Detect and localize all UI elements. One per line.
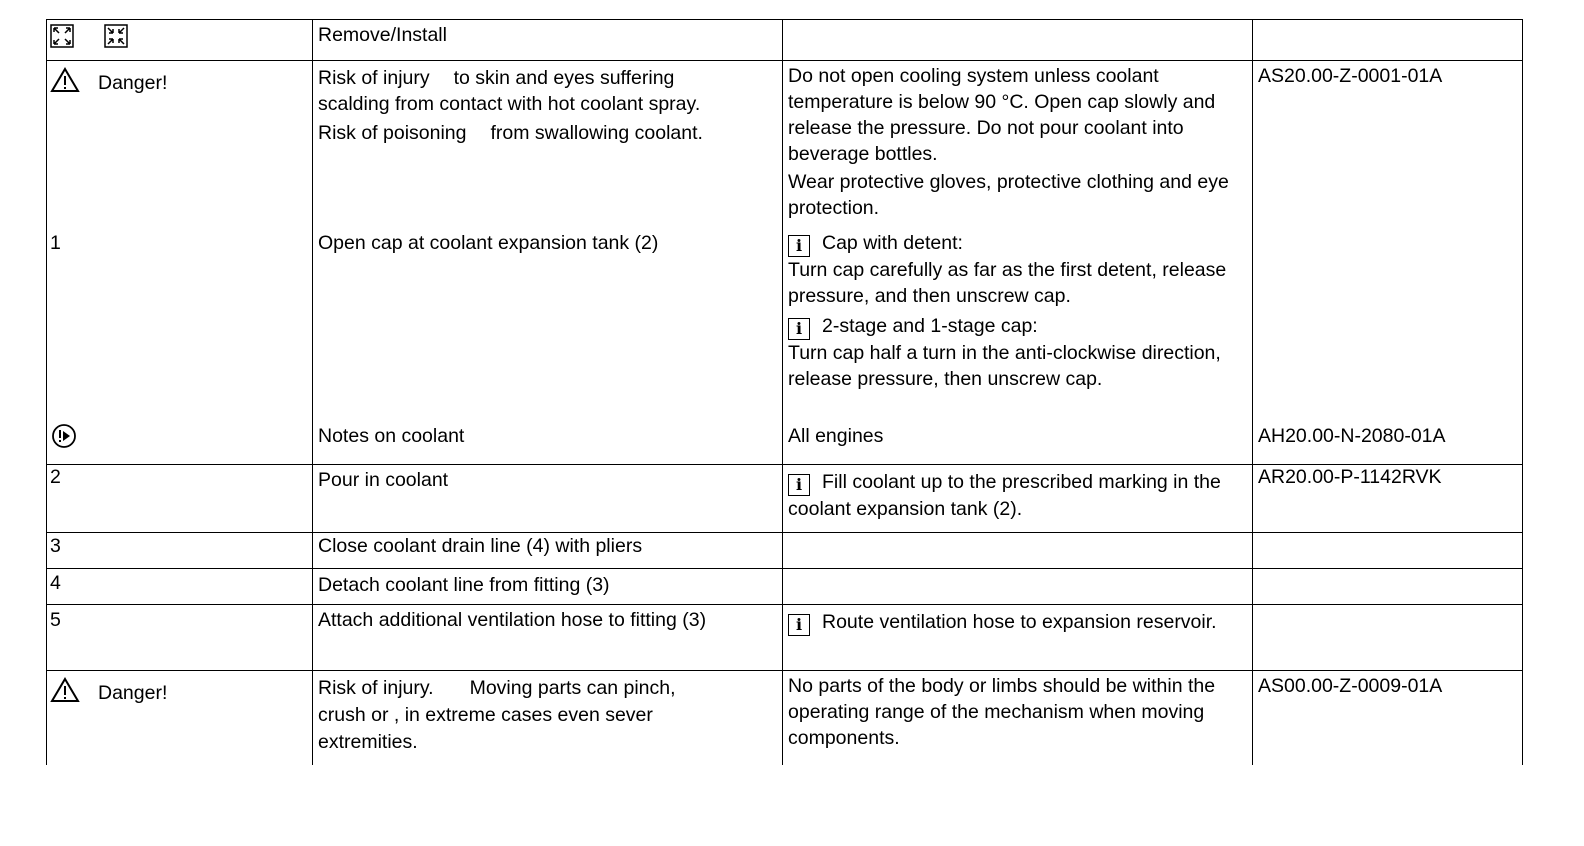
row-divider (46, 670, 1523, 671)
step-info (788, 609, 1248, 636)
note-reference-icon (51, 423, 77, 449)
warning-triangle-icon (50, 677, 80, 703)
risk-text: crush or , in extreme cases even sever (318, 704, 653, 726)
remove-icon (50, 24, 74, 48)
danger-note (788, 63, 1248, 221)
column-divider (312, 19, 313, 765)
note-text: Do not open cooling system unless coolant temperature is below 90 °C. Open cap slowly and release the pressure. Do not pour coolant into beverage bottles. (788, 65, 1216, 165)
risk-text: from swallowing coolant. (490, 122, 703, 144)
row-divider (46, 19, 1523, 20)
info-icon: i (788, 614, 810, 636)
document-reference[interactable]: AS00.00-Z-0009-01A (1258, 675, 1443, 697)
warning-triangle-icon (50, 67, 80, 93)
column-divider (1252, 19, 1253, 765)
row-divider (46, 604, 1523, 605)
step-number: 2 (50, 466, 61, 488)
step-info (788, 469, 1248, 522)
danger-label (50, 67, 167, 96)
info-text: Turn cap carefully as far as the first detent, release pressure, and then unscrew cap. (788, 259, 1227, 307)
install-icon (104, 24, 128, 48)
risk-text: to skin and eyes suffering (453, 67, 675, 89)
note-text: All engines (788, 425, 884, 447)
risk-text: Moving parts can pinch, (469, 677, 676, 699)
info-text: Fill coolant up to the prescribed marking in the coolant expansion tank (2). (788, 471, 1221, 520)
step-number: 5 (50, 609, 61, 631)
step-instruction: Pour in coolant (318, 469, 449, 491)
risk-text: scalding from contact with hot coolant spray. (318, 93, 701, 115)
step-number: 3 (50, 535, 61, 557)
danger-text: Danger! (98, 72, 168, 94)
note-text: No parts of the body or limbs should be within the operating range of the mechanism when moving components. (788, 675, 1216, 749)
document-reference[interactable]: AH20.00-N-2080-01A (1258, 425, 1446, 447)
info-title: Cap with detent: (822, 232, 963, 254)
step-number: 1 (50, 232, 61, 254)
risk-lead: Risk of injury (318, 67, 430, 89)
document-reference[interactable]: AR20.00-P-1142RVK (1258, 466, 1442, 488)
step-instruction: Open cap at coolant expansion tank (2) (318, 232, 659, 254)
row-divider (46, 568, 1523, 569)
step-instruction: Notes on coolant (318, 425, 465, 447)
info-icon: i (788, 474, 810, 496)
note-text: Wear protective gloves, protective clothing and eye protection. (788, 171, 1229, 219)
step-instruction: Attach additional ventilation hose to fitting (3) (318, 609, 707, 631)
step-info (788, 230, 1248, 392)
step-instruction: Close coolant drain line (4) with pliers (318, 535, 643, 557)
danger-instruction (318, 675, 776, 756)
info-text: Route ventilation hose to expansion reservoir. (822, 611, 1217, 633)
step-number: 4 (50, 572, 61, 594)
header-action: Remove/Install (318, 24, 447, 46)
document-reference[interactable]: AS20.00-Z-0001-01A (1258, 65, 1443, 87)
column-divider (782, 19, 783, 765)
procedure-table (46, 19, 1523, 765)
risk-text: extremities. (318, 731, 418, 753)
risk-lead: Risk of injury. (318, 677, 434, 699)
info-icon: i (788, 318, 810, 340)
info-icon: i (788, 235, 810, 257)
danger-note (788, 673, 1248, 751)
row-divider (46, 532, 1523, 533)
table-border-left (46, 19, 47, 765)
step-instruction: Detach coolant line from fitting (3) (318, 574, 610, 596)
danger-label (50, 677, 167, 706)
info-text: Turn cap half a turn in the anti-clockwise direction, release pressure, then unscrew cap. (788, 342, 1221, 390)
danger-text: Danger! (98, 682, 168, 704)
risk-lead: Risk of poisoning (318, 122, 467, 144)
table-border-right (1522, 19, 1523, 765)
row-divider (46, 60, 1523, 61)
danger-instruction (318, 65, 776, 146)
info-title: 2-stage and 1-stage cap: (822, 315, 1038, 337)
